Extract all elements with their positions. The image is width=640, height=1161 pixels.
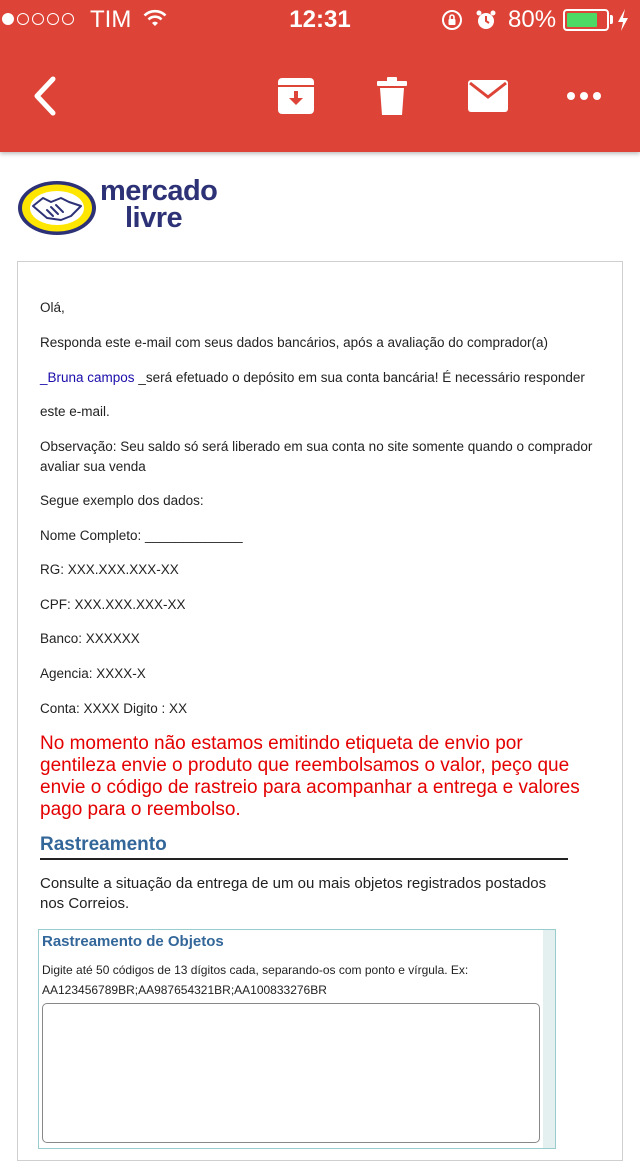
- field-agencia: Agencia: XXXX-X: [40, 666, 146, 681]
- tracking-form-title: Rastreamento de Objetos: [42, 933, 224, 950]
- buyer-link[interactable]: _Bruna campos: [40, 370, 135, 385]
- battery-icon: [563, 9, 609, 31]
- battery-tip: [610, 15, 613, 24]
- chevron-left-icon: [29, 75, 59, 117]
- logo-line-2: livre: [125, 202, 183, 234]
- rotation-lock-icon: [440, 8, 464, 37]
- rastreamento-description: Consulte a situação da entrega de um ou mais objetos registrados postados nos Correios.: [40, 875, 547, 912]
- rastreamento-title: Rastreamento: [40, 834, 167, 855]
- instruction-line-2-text: _será efetuado o depósito em sua conta bancária! É necessário responder: [134, 370, 585, 385]
- example-heading: Segue exemplo dos dados:: [40, 493, 204, 508]
- field-nome: Nome Completo: _____________: [40, 528, 243, 543]
- warning-text: No momento não estamos emitindo etiqueta de envio por gentileza envie o produto que reembolsamos o valor, peço que envie o código de rastreio para acompanhar a entrega e valores pago para o reembolso.: [40, 733, 580, 820]
- field-cpf: CPF: XXX.XXX.XXX-XX: [40, 597, 186, 612]
- alarm-icon: [474, 8, 498, 37]
- mail-button[interactable]: [464, 70, 512, 122]
- instruction-line-3: este e-mail.: [40, 404, 110, 419]
- app-header: [0, 0, 640, 152]
- carrier-name: TIM: [90, 6, 132, 33]
- trash-icon: [376, 75, 408, 117]
- charging-icon: [616, 8, 630, 37]
- battery-percent: 80%: [508, 6, 557, 33]
- instruction-line-2: [40, 368, 610, 388]
- instruction-line-1: Responda este e-mail com seus dados bancários, após a avaliação do comprador(a): [40, 335, 549, 350]
- observation-text: Observação: Seu saldo só será liberado em sua conta no site somente quando o comprador avaliar sua venda: [40, 439, 593, 474]
- tracking-form-instructions: Digite até 50 códigos de 13 dígitos cada, separando-os com ponto e vírgula. Ex: AA123456789BR;AA987654321BR;AA100833276BR: [42, 963, 469, 997]
- field-banco: Banco: XXXXXX: [40, 631, 140, 646]
- field-conta: Conta: XXXX Digito : XX: [40, 701, 188, 716]
- archive-icon: [276, 76, 316, 116]
- tracking-form: [38, 929, 556, 1149]
- more-dots-icon: [566, 91, 602, 101]
- greeting: Olá,: [40, 300, 65, 315]
- mercado-livre-logo-icon: [17, 176, 97, 240]
- mercado-livre-logo-text: [100, 175, 218, 234]
- tracking-codes-input[interactable]: [42, 1003, 540, 1143]
- delete-button[interactable]: [368, 70, 416, 122]
- divider: [40, 858, 568, 860]
- scrollbar[interactable]: [543, 930, 555, 1148]
- field-rg: RG: XXX.XXX.XXX-XX: [40, 562, 179, 577]
- back-button[interactable]: [20, 70, 68, 122]
- status-bar: [0, 0, 640, 40]
- mail-icon: [467, 79, 509, 113]
- more-button[interactable]: [560, 70, 608, 122]
- battery-level: [567, 13, 597, 27]
- archive-button[interactable]: [272, 70, 320, 122]
- logo-line-1: mercado: [100, 175, 218, 207]
- clock: 12:31: [289, 6, 351, 33]
